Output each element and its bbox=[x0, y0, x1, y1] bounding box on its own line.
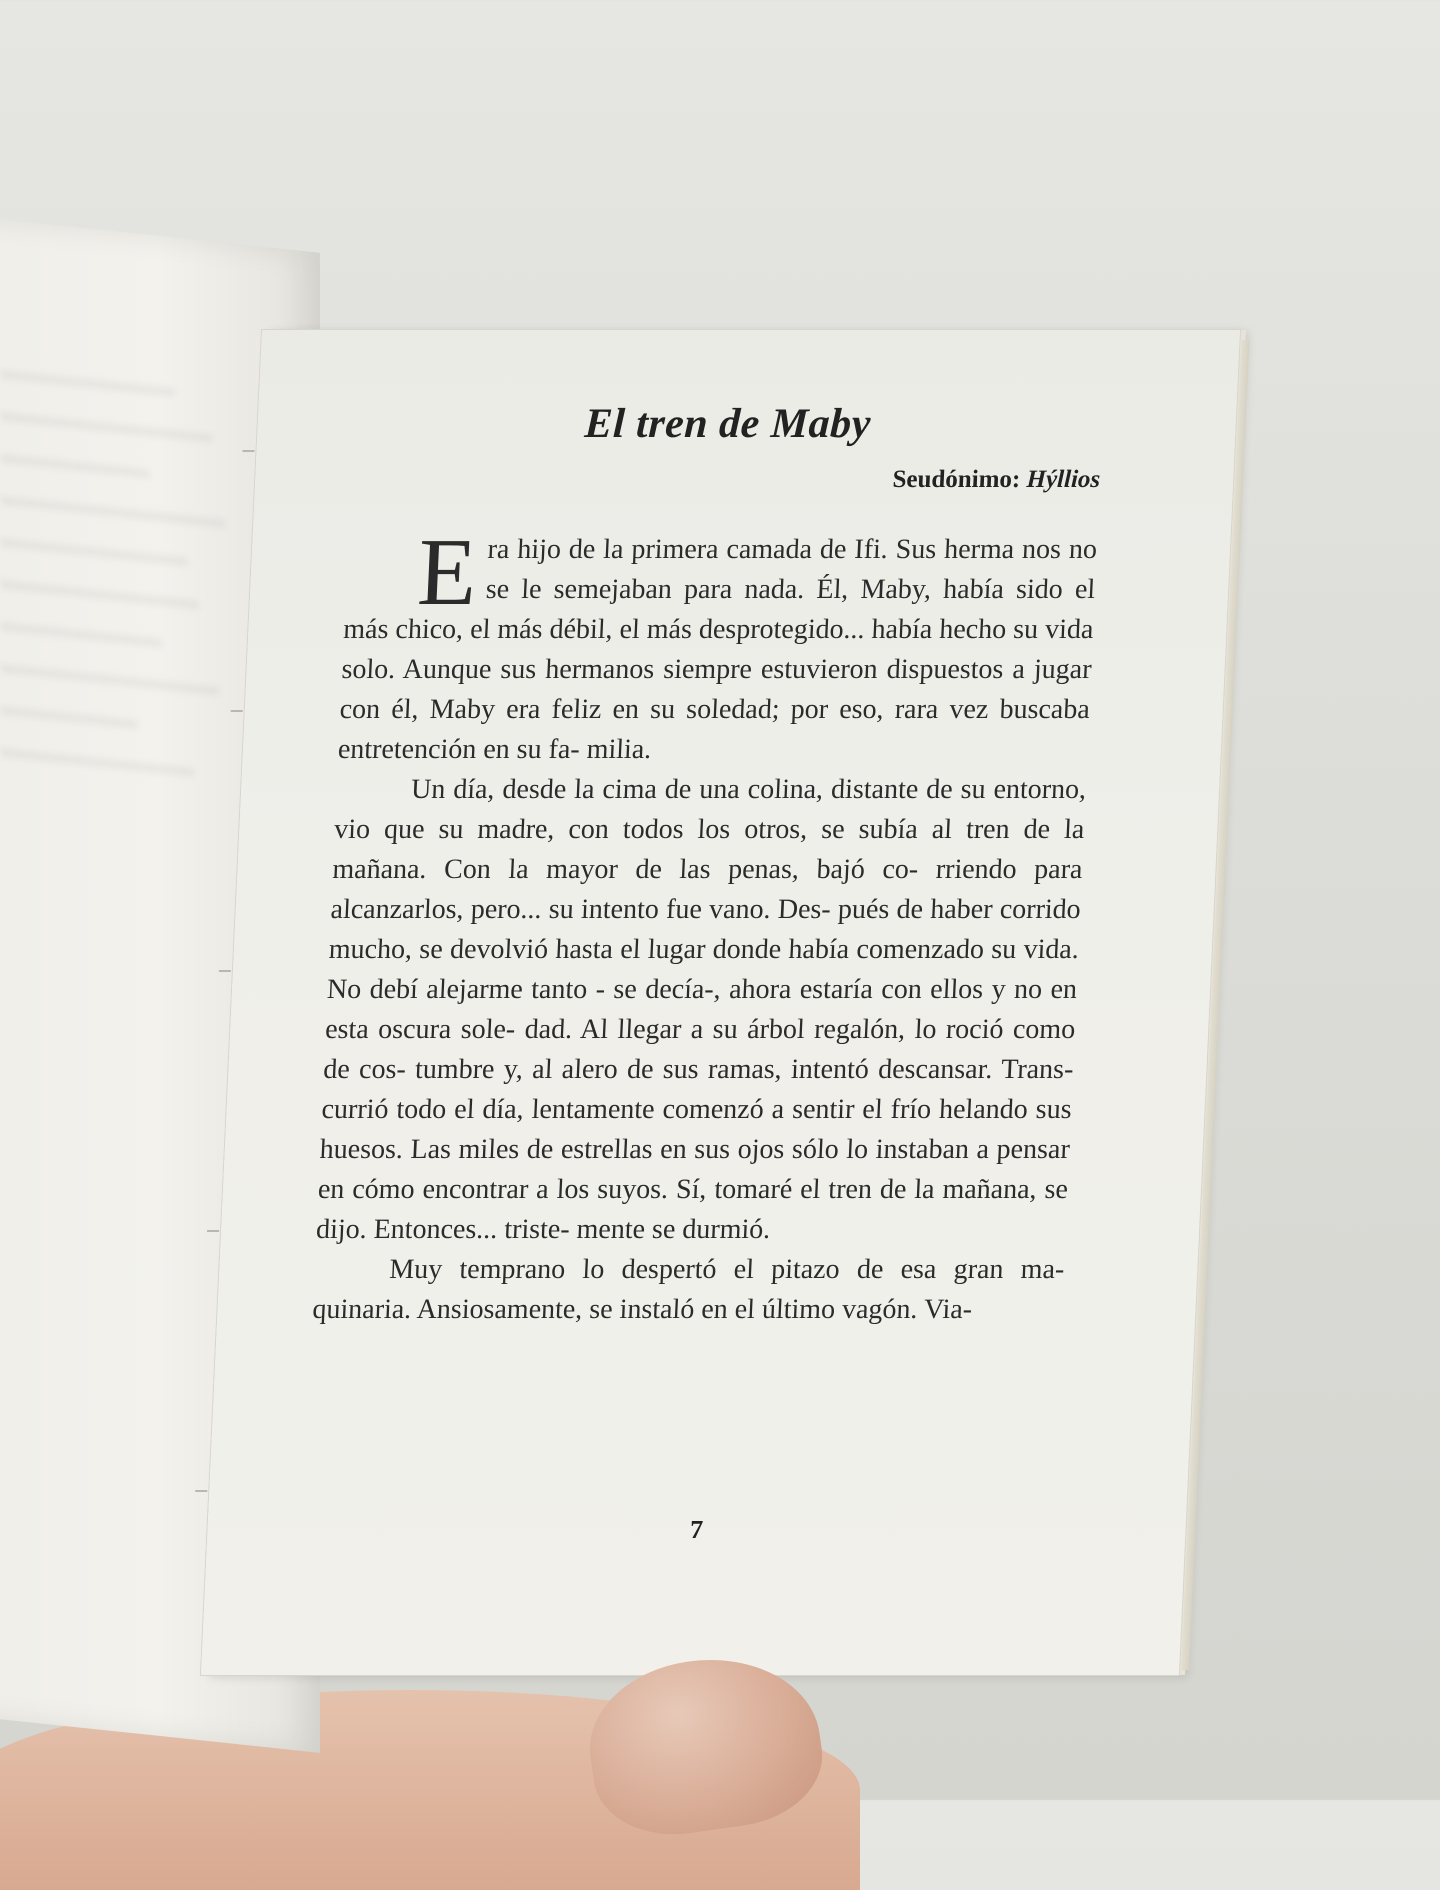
pseudonym-line bbox=[350, 466, 1101, 494]
pseudonym-name: Hýllios bbox=[1025, 466, 1101, 493]
drop-cap: E bbox=[415, 518, 480, 625]
paragraph-1-text: ra hijo de la primera camada de Ifi. Sus herma nos no se le semejaban para nada. Él, Maby, había sido el más chico, el más débil, el más desprotegido... había hecho su vida solo. Aunque sus hermanos siempre estuvieron dispuestos a jugar con él, Maby era feliz en su soledad; por eso, rara vez buscaba entretención en su fa- milia. bbox=[337, 534, 1098, 765]
pseudonym-label: Seudónimo: bbox=[891, 466, 1021, 493]
paragraph-3: Muy temprano lo despertó el pitazo de esa gran ma- quinaria. Ansiosamente, se instaló en el último vagón. Via- bbox=[311, 1254, 1066, 1325]
bleed-through-text bbox=[0, 369, 250, 815]
paragraph-1 bbox=[337, 518, 1098, 770]
page-content bbox=[312, 400, 1104, 1330]
page-number: 7 bbox=[689, 1515, 704, 1544]
page-edge bbox=[1181, 340, 1249, 1670]
story-title: El tren de Maby bbox=[583, 401, 872, 447]
book-page bbox=[201, 330, 1240, 1675]
paragraph-2: Un día, desde la cima de una colina, distante de su entorno, vio que su madre, con todos los otros, se subía al tren de la mañana. Con la mayor de las penas, bajó co- rriendo para alcanzarlos, pero... su intento fue vano. Des- pués de haber corrido mucho, se devolvió hasta el lugar donde había comenzado su vida. No debí alejarme tanto - se decía-, ahora estaría con ellos y no en esta oscura sole- dad. Al llegar a su árbol regalón, lo roció como de cos- tumbre y, al alero de sus ramas, intentó descansar. Trans- currió todo el día, lentamente comenzó a sentir el frío helando sus huesos. Las miles de estrellas en sus ojos sólo lo instaban a pensar en cómo encontrar a los suyos. Sí, tomaré el tren de la mañana, se dijo. Entonces... triste- mente se durmió. bbox=[315, 774, 1087, 1245]
